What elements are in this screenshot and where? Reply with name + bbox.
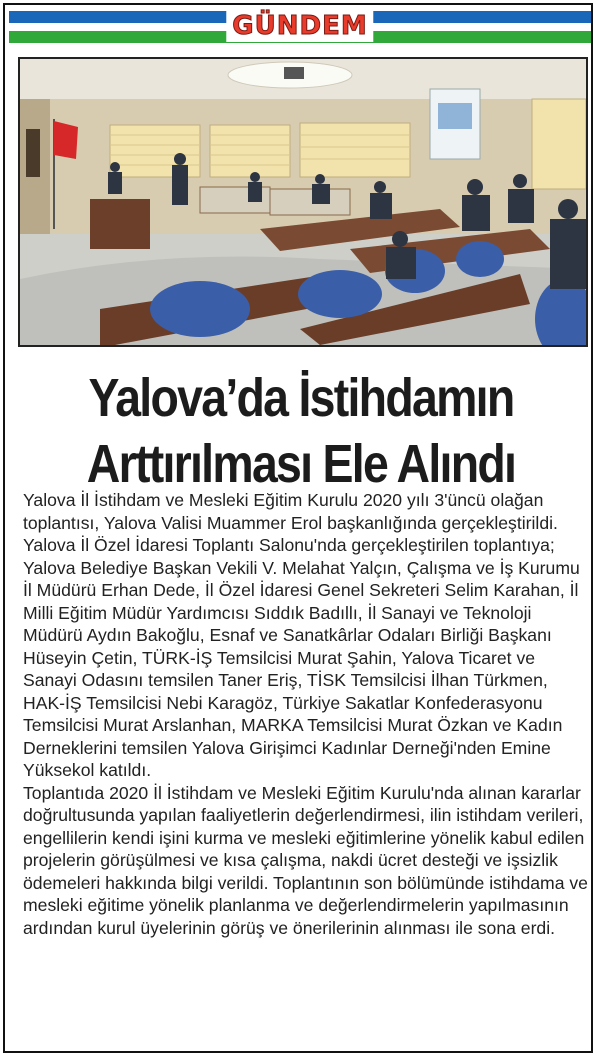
headline-line-2: Arttırılması Ele Alındı <box>86 434 516 494</box>
section-header-band <box>9 11 591 43</box>
paragraph: Toplantıda 2020 İl İstihdam ve Mesleki Eğitim Kurulu'nda alınan kararlar doğrultusunda yapılan faaliyetlerin değerlendirmesi, ilin istihdam verileri, engellilerin kendi işini kurma ve mesleki eğitimlerine yönelik kabul edilen projelerin görüşülmesi ve kısa çalışma, nakdi ücret desteği ve işsizlik ödemeleri hakkında bilgi verildi. Toplantının son bölümünde istihdama ve mesleki eğitime yönelik planlanma ve değerlendirmelerin yapılmasının ardından kurul üyelerinin görüş ve önerilerinin alınması ile sona erdi. <box>23 782 588 938</box>
paragraph: Yalova İl Özel İdaresi Toplantı Salonu'nda gerçekleştirilen toplantıya; Yalova Belediye Başkan Vekili V. Melahat Yalçın, Çalışma ve İş Kurumu İl Müdürü Erhan Dede, İl Özel İdaresi Genel Sekreteri Selim Karahan, İl Milli Eğitim Müdür Yardımcısı Sıddık Badıllı, İl Sanayi ve Teknoloji Müdürü Aydın Bakoğlu, Esnaf ve Sanatkârlar Odaları Birliği Başkanı Hüseyin Çetin, TÜRK-İŞ Temsilcisi Murat Şahin, Yalova Ticaret ve Sanayi Odasını temsilen Taner Eriş, TİSK Temsilcisi İlhan Türkmen, HAK-İŞ Temsilcisi Nebi Karagöz, Türkiye Sakatlar Konfederasyonu Temsilcisi Murat Arslanhan, MARKA Temsilcisi Murat Özkan ve Kadın Derneklerini temsilen Yalova Girişimci Kadınlar Derneği'nden Emine Yüksekol katıldı. <box>23 535 580 780</box>
news-clipping-frame <box>3 3 593 1053</box>
article-body <box>23 489 591 939</box>
meeting-room-illustration <box>20 59 586 345</box>
article-headline <box>53 365 548 497</box>
section-label: GÜNDEM <box>226 10 373 42</box>
meeting-room-photo <box>18 57 588 347</box>
paragraph: Yalova İl İstihdam ve Mesleki Eğitim Kurulu 2020 yılı 3'üncü olağan toplantısı, Yalova Valisi Muammer Erol başkanlığında gerçekleştirildi. <box>23 490 558 533</box>
headline-line-1: Yalova’da İstihdamın <box>88 368 514 428</box>
